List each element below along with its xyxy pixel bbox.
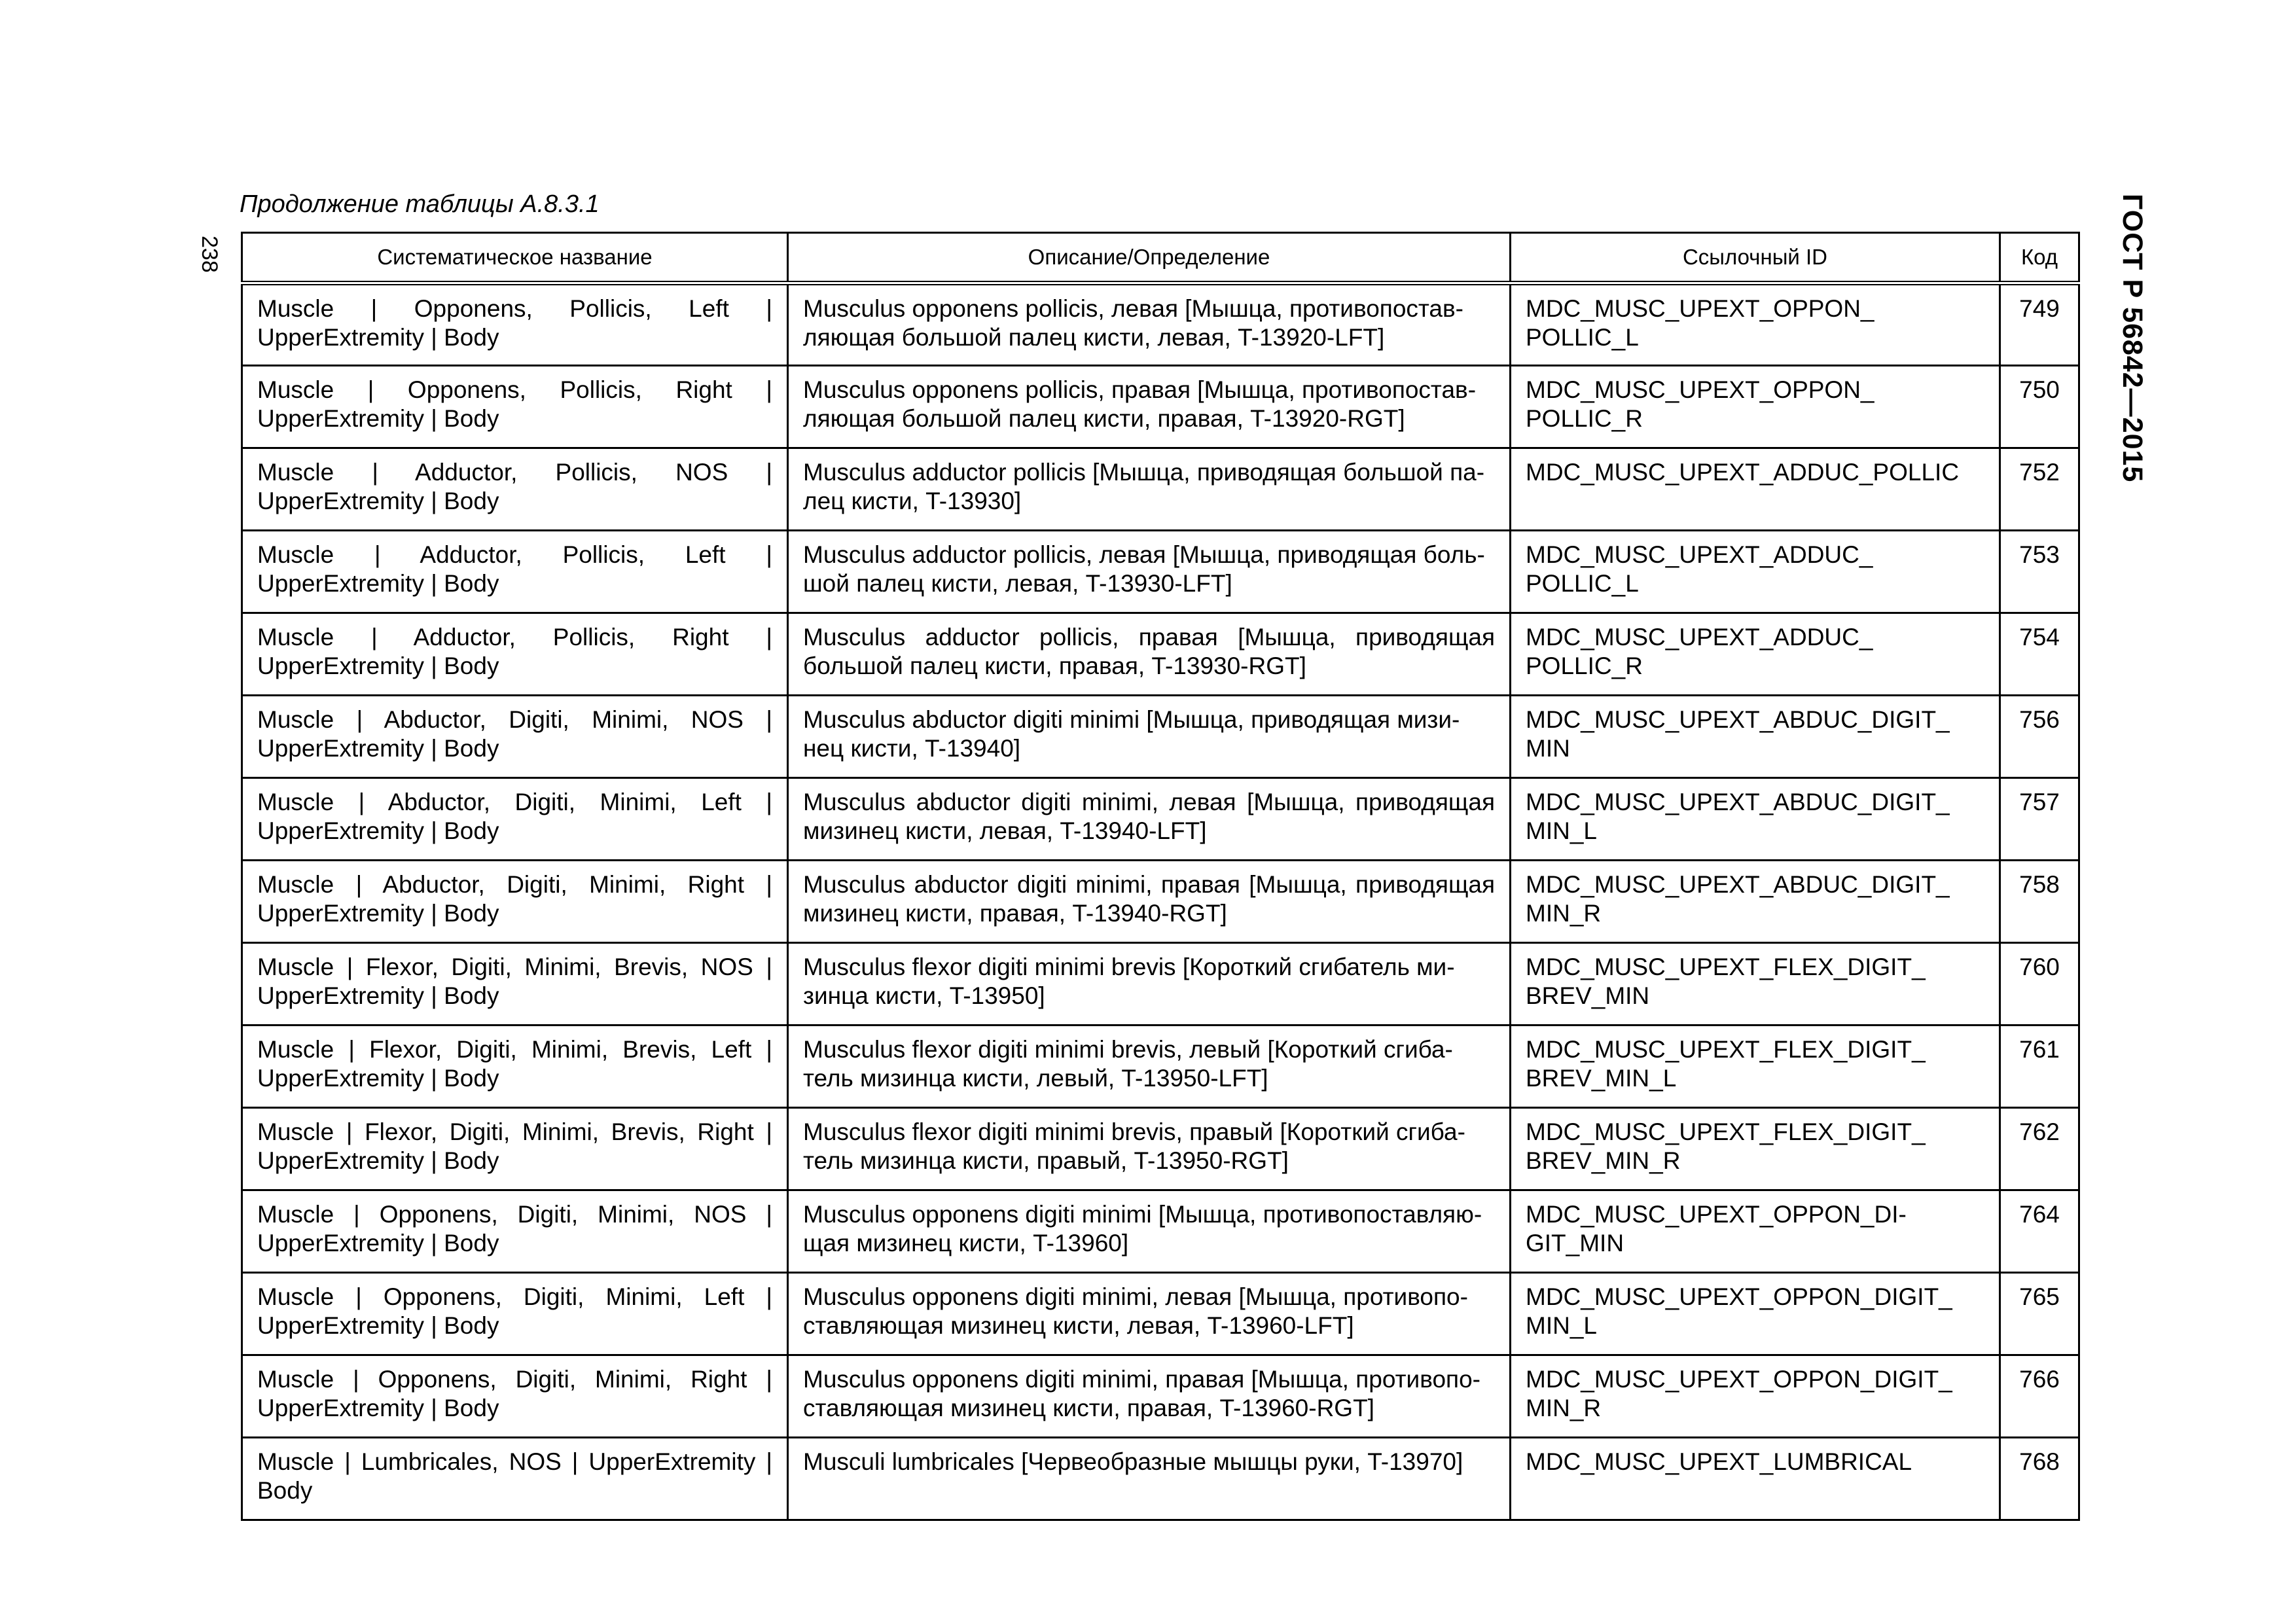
- table-row: [242, 696, 2079, 778]
- cell-systematic-name: Muscle | Opponens, Pollicis, Left | UpperExtremity | Body: [242, 283, 788, 366]
- table-row: [242, 448, 2079, 531]
- cell-description: Musculus opponens digiti minimi, левая [Мышца, противопо- ставляющая мизинец кисти, левая, T-13960-LFT]: [788, 1273, 1511, 1355]
- cell-code: 766: [2000, 1355, 2079, 1438]
- cell-code: 752: [2000, 448, 2079, 531]
- table-row: [242, 1355, 2079, 1438]
- cell-reference-id: MDC_MUSC_UPEXT_OPPON_ POLLIC_R: [1511, 366, 2000, 448]
- cell-reference-id: MDC_MUSC_UPEXT_ABDUC_DIGIT_ MIN: [1511, 696, 2000, 778]
- table-row: [242, 531, 2079, 613]
- cell-reference-id: MDC_MUSC_UPEXT_ABDUC_DIGIT_ MIN_R: [1511, 861, 2000, 943]
- table-row: [242, 1190, 2079, 1273]
- cell-description: Musculus opponens pollicis, правая [Мышца, противопостав- ляющая большой палец кисти, правая, T-13920-RGT]: [788, 366, 1511, 448]
- cell-code: 756: [2000, 696, 2079, 778]
- cell-systematic-name: Muscle | Flexor, Digiti, Minimi, Brevis, Right | UpperExtremity | Body: [242, 1108, 788, 1190]
- cell-reference-id: MDC_MUSC_UPEXT_ABDUC_DIGIT_ MIN_L: [1511, 778, 2000, 861]
- cell-systematic-name: Muscle | Abductor, Digiti, Minimi, Left | UpperExtremity | Body: [242, 778, 788, 861]
- header-code: Код: [2000, 233, 2079, 283]
- cell-code: 757: [2000, 778, 2079, 861]
- cell-description: Musculus abductor digiti minimi, правая [Мышца, приводящая мизинец кисти, правая, T-13940-RGT]: [788, 861, 1511, 943]
- cell-systematic-name: Muscle | Adductor, Pollicis, Left | UpperExtremity | Body: [242, 531, 788, 613]
- cell-code: 758: [2000, 861, 2079, 943]
- table-row: [242, 943, 2079, 1026]
- cell-code: 760: [2000, 943, 2079, 1026]
- table-header: [242, 233, 2079, 283]
- cell-systematic-name: Muscle | Lumbricales, NOS | UpperExtremity | Body: [242, 1438, 788, 1520]
- table-row: [242, 1108, 2079, 1190]
- table-row: [242, 366, 2079, 448]
- header-systematic-name: Систематическое название: [242, 233, 788, 283]
- cell-code: 749: [2000, 283, 2079, 366]
- header-description: Описание/Определение: [788, 233, 1511, 283]
- cell-reference-id: MDC_MUSC_UPEXT_LUMBRICAL: [1511, 1438, 2000, 1520]
- cell-code: 765: [2000, 1273, 2079, 1355]
- table-row: [242, 283, 2079, 366]
- cell-reference-id: MDC_MUSC_UPEXT_ADDUC_ POLLIC_R: [1511, 613, 2000, 696]
- cell-systematic-name: Muscle | Flexor, Digiti, Minimi, Brevis, Left | UpperExtremity | Body: [242, 1026, 788, 1108]
- table-body: [242, 283, 2079, 1520]
- cell-reference-id: MDC_MUSC_UPEXT_ADDUC_POLLIC: [1511, 448, 2000, 531]
- cell-systematic-name: Muscle | Opponens, Digiti, Minimi, NOS | UpperExtremity | Body: [242, 1190, 788, 1273]
- cell-code: 761: [2000, 1026, 2079, 1108]
- table-row: [242, 1026, 2079, 1108]
- table-row: [242, 778, 2079, 861]
- cell-reference-id: MDC_MUSC_UPEXT_FLEX_DIGIT_ BREV_MIN: [1511, 943, 2000, 1026]
- cell-reference-id: MDC_MUSC_UPEXT_OPPON_ POLLIC_L: [1511, 283, 2000, 366]
- cell-description: Musculus adductor pollicis [Мышца, приводящая большой па- лец кисти, T-13930]: [788, 448, 1511, 531]
- cell-systematic-name: Muscle | Abductor, Digiti, Minimi, Right | UpperExtremity | Body: [242, 861, 788, 943]
- cell-code: 750: [2000, 366, 2079, 448]
- table-row: [242, 613, 2079, 696]
- document-code: ГОСТ Р 56842—2015: [2117, 194, 2148, 483]
- cell-description: Musculus opponens digiti minimi [Мышца, противопоставляю- щая мизинец кисти, T-13960]: [788, 1190, 1511, 1273]
- cell-description: Musculus flexor digiti minimi brevis, правый [Короткий сгиба- тель мизинца кисти, правый, T-13950-RGT]: [788, 1108, 1511, 1190]
- table-caption: Продолжение таблицы А.8.3.1: [240, 190, 600, 218]
- cell-systematic-name: Muscle | Adductor, Pollicis, Right | UpperExtremity | Body: [242, 613, 788, 696]
- table-row: [242, 1273, 2079, 1355]
- cell-description: Musculus opponens pollicis, левая [Мышца, противопостав- ляющая большой палец кисти, левая, T-13920-LFT]: [788, 283, 1511, 366]
- cell-reference-id: MDC_MUSC_UPEXT_OPPON_DIGIT_ MIN_L: [1511, 1273, 2000, 1355]
- cell-systematic-name: Muscle | Opponens, Pollicis, Right | UpperExtremity | Body: [242, 366, 788, 448]
- cell-systematic-name: Muscle | Flexor, Digiti, Minimi, Brevis, NOS | UpperExtremity | Body: [242, 943, 788, 1026]
- cell-description: Musculus flexor digiti minimi brevis, левый [Короткий сгиба- тель мизинца кисти, левый, T-13950-LFT]: [788, 1026, 1511, 1108]
- cell-reference-id: MDC_MUSC_UPEXT_OPPON_DI- GIT_MIN: [1511, 1190, 2000, 1273]
- table-row: [242, 861, 2079, 943]
- table-row: [242, 1438, 2079, 1520]
- cell-systematic-name: Muscle | Opponens, Digiti, Minimi, Left | UpperExtremity | Body: [242, 1273, 788, 1355]
- cell-description: Musculus adductor pollicis, правая [Мышца, приводящая большой палец кисти, правая, T-13930-RGT]: [788, 613, 1511, 696]
- cell-reference-id: MDC_MUSC_UPEXT_OPPON_DIGIT_ MIN_R: [1511, 1355, 2000, 1438]
- cell-reference-id: MDC_MUSC_UPEXT_FLEX_DIGIT_ BREV_MIN_L: [1511, 1026, 2000, 1108]
- cell-reference-id: MDC_MUSC_UPEXT_ADDUC_ POLLIC_L: [1511, 531, 2000, 613]
- cell-systematic-name: Muscle | Adductor, Pollicis, NOS | UpperExtremity | Body: [242, 448, 788, 531]
- cell-code: 754: [2000, 613, 2079, 696]
- cell-description: Musculus abductor digiti minimi, левая [Мышца, приводящая мизинец кисти, левая, T-13940-LFT]: [788, 778, 1511, 861]
- cell-description: Musculus abductor digiti minimi [Мышца, приводящая мизи- нец кисти, T-13940]: [788, 696, 1511, 778]
- cell-description: Musculus flexor digiti minimi brevis [Короткий сгибатель ми- зинца кисти, T-13950]: [788, 943, 1511, 1026]
- cell-systematic-name: Muscle | Opponens, Digiti, Minimi, Right | UpperExtremity | Body: [242, 1355, 788, 1438]
- page-number: 238: [197, 236, 222, 273]
- cell-code: 764: [2000, 1190, 2079, 1273]
- cell-code: 762: [2000, 1108, 2079, 1190]
- cell-description: Musculi lumbricales [Червеобразные мышцы руки, T-13970]: [788, 1438, 1511, 1520]
- cell-description: Musculus opponens digiti minimi, правая [Мышца, противопо- ставляющая мизинец кисти, правая, T-13960-RGT]: [788, 1355, 1511, 1438]
- cell-systematic-name: Muscle | Abductor, Digiti, Minimi, NOS | UpperExtremity | Body: [242, 696, 788, 778]
- cell-reference-id: MDC_MUSC_UPEXT_FLEX_DIGIT_ BREV_MIN_R: [1511, 1108, 2000, 1190]
- header-row: [242, 233, 2079, 283]
- cell-description: Musculus adductor pollicis, левая [Мышца, приводящая боль- шой палец кисти, левая, T-13930-LFT]: [788, 531, 1511, 613]
- header-reference-id: Ссылочный ID: [1511, 233, 2000, 283]
- terms-table: [241, 232, 2080, 1521]
- cell-code: 768: [2000, 1438, 2079, 1520]
- cell-code: 753: [2000, 531, 2079, 613]
